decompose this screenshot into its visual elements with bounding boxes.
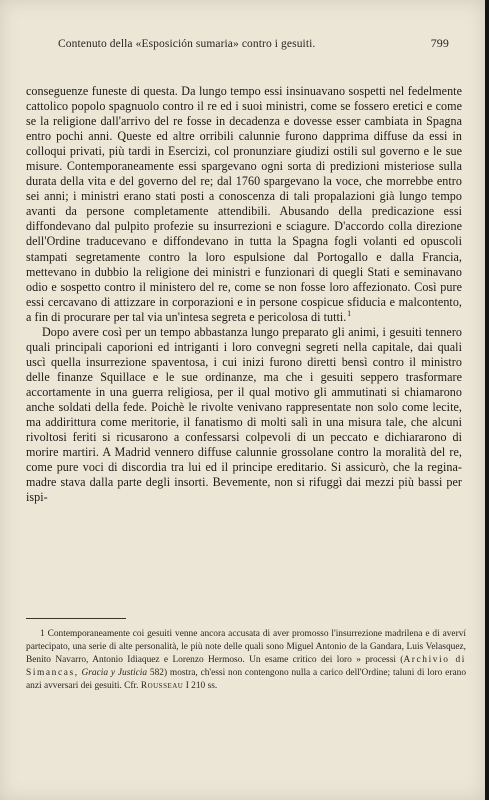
footnote-text-b: 582) mostra, ch'essi non contengono nulla a carico dell'Ordine; taluni di loro erano anzi avversari dei gesuiti. Cfr. [26, 668, 467, 692]
running-title: Contenuto della «Esposición sumaria» contro i gesuiti. [58, 38, 316, 50]
paragraph-2: Dopo avere così per un tempo abbastanza lungo preparato gli animi, i gesuiti tennero quali principali caporioni ed intriganti i loro convegni segreti nella capitale, dai quali uscì quella insurrezione spaventosa, i cui inizi furono diretti bensì contro il ministro delle finanze Squillace e le sue ordinanze, ma che i gesuiti seppero trasformare accortamente in una guerra religiosa, per il qual motivo gli ammutinati si chiamarono anche soldati della fede. Poichè le rivolte venivano rappresentate non solo come lecite, ma addirittura come meritorie, il fanatismo di molti salì in una misura tale, che alcuni rivoltosi feriti si ricusarono a confessarsi colpevoli di un peccato e dichiararono di morire martiri. A Madrid vennero diffuse calunnie grossolane contro la moralità del re, come pure voci di discordia tra lui ed il principe ereditario. Si assicurò, che la regina-madre stava dalla parte degli insorti. Bevemente, non si rifuggì dai mezzi più bassi per ispi- [26, 324, 462, 505]
footnote-ref-detail: I 210 ss. [185, 681, 218, 692]
footnote [26, 628, 466, 693]
footnote-marker: 1 [347, 308, 352, 318]
footnote-archive: Archivio di Simancas, [26, 655, 467, 679]
scan-edge [485, 0, 489, 800]
footnote-number: 1 [40, 629, 45, 639]
paragraph-1 [26, 84, 462, 325]
paragraph-1-text: conseguenze funeste di questa. Da lungo tempo essi insinuavano sospetti nel fedelmente cattolico popolo spagnuolo contro il re ed i suoi ministri, come se fossero eretici e come se la religione dall'arrivo del re fosse in decadenza e dovesse esser cambiata in Spagna entro pochi anni. Queste ed altre orribili calunnie furono dapprima diffuse da essi in colloqui privati, più tardi in Esercizi, col pronunziare giudizi ostili sul governo e le sue misure. Contemporaneamente essi spargevano ogni sorta di predizioni misteriose sulla durata della vita e del governo del re; dal 1760 spargevano la voce, che morrebbe entro sei anni; i ministri erano stati posti a conoscenza di tali propalazioni già lungo tempo avanti da persone completamente attendibili. Abusando della predicazione essi diffondevano dal pulpito profezie su insurrezioni e sciagure. D'accordo colla direzione dell'Ordine traducevano e diffondevano in tutta la Spagna fogli volanti ed opuscoli stampati segretamente contro la loro espulsione dal Portogallo e dalla Francia, mettevano in dubbio la religione dei ministri e funzionari di quegli Stati e seminavano odio e sospetto contro il ministero del re, come se non fosse loro affezionato. Così pure essi cercavano di attizzare in corporazioni e in persone cospicue sfiducia e malcontento, a fin di procurare per tal via un'intesa segreta e pericolosa di tutti. [26, 84, 462, 324]
footnote-1 [26, 628, 466, 693]
page-number: 799 [430, 36, 449, 50]
footnote-ref-author: Rousseau [140, 681, 184, 692]
footnote-archive-section: Gracia y Justicia [81, 668, 148, 679]
footnote-rule [26, 618, 126, 619]
footnote-text-a: Contemporaneamente coi gesuiti venne ancora accusata di aver promosso l'insurrezione madrilena e di averví partecipato, una serie di alte personalità, le più note delle quali sono Miguel Antonio de la Gandara, Luis Velasquez, Benito Navarro, Antonio Idiaquez e Lorenzo Hermoso. Un esame critico dei loro » processi ( [26, 629, 466, 666]
running-header [52, 36, 449, 51]
main-text [26, 84, 462, 505]
